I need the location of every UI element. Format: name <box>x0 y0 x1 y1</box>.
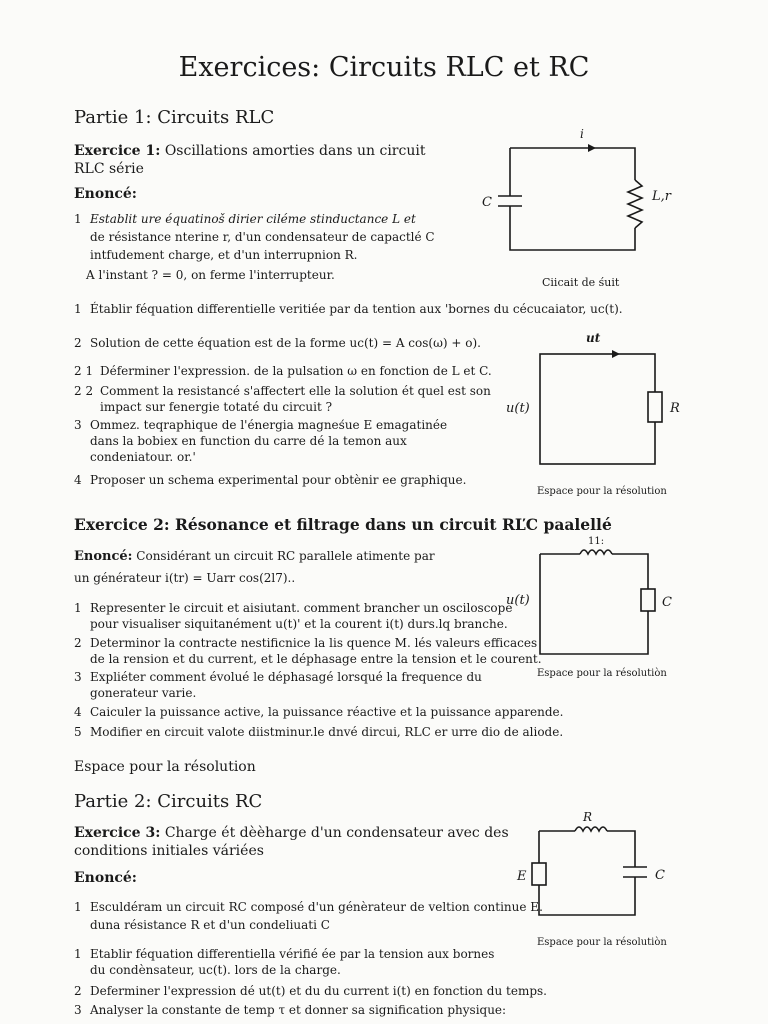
ex2-item-num: 4 <box>74 705 82 719</box>
resistor-label: R <box>583 810 593 824</box>
circuit-wire <box>607 831 635 867</box>
ex2-item-text: de la rension et du current, et le déphasage entre la tension et le courent. <box>90 652 542 666</box>
ex1-item-text: dans la bobiex en function du carre dé la temon aux <box>90 434 407 448</box>
ex3-title <box>74 825 509 841</box>
current-arrow <box>588 144 596 152</box>
resistor <box>648 392 662 422</box>
ex3-item-text: Etablir féquation differentiella vérifié ée par la tension aux bornes <box>90 947 495 961</box>
resistor-label: R <box>670 401 680 416</box>
capacitor-label: C <box>482 195 492 210</box>
ex1-intro-l1: Establit ure équatinoš dirier ciléme stinductance L et <box>90 212 416 226</box>
ex1-item-text: Proposer un schema experimental pour obtènir ee graphique. <box>90 473 467 487</box>
ex1-item-text: Solution de cette équation est de la forme uc(t) = A cos(ω) + o). <box>90 336 481 350</box>
ex1-item-text: condeniatour. or.' <box>90 450 196 464</box>
ex2-item-text: Representer le circuit et aisiutant. comment brancher un osciloscope <box>90 601 513 615</box>
circuit-parallel-diagram <box>500 534 700 684</box>
ex2-item-text: Caiculer la puissance active, la puissance réactive et la puissance apparende. <box>90 705 564 719</box>
ex2-item-num: 1 <box>74 601 82 615</box>
ex2-item-num: 2 <box>74 636 82 650</box>
ex1-enonce: Enoncé: <box>74 186 137 202</box>
ex3-item-num: 3 <box>74 1003 82 1017</box>
ex1-item-text: impact sur fenergie totaté du circuit ? <box>100 400 333 414</box>
ex1-intro-l3: intfudement charge, et d'un interrupnion R. <box>90 248 358 262</box>
source-label: u(t) <box>506 401 530 416</box>
circuit-wire <box>510 206 635 250</box>
current-arrow <box>612 350 620 358</box>
capacitor-box <box>641 589 655 611</box>
ex3-item-text: Deferminer l'expression dé ut(t) et du du current i(t) en fonction du temps. <box>90 984 547 998</box>
ex3-item-num: 1 <box>74 947 82 961</box>
ex1-item-text: Établir féquation differentielle veritiée par da tention aux 'bornes du cécucaiator, uc(t). <box>90 302 623 316</box>
inductor-coil <box>580 550 612 554</box>
ex1-item-num: 3 <box>74 418 82 432</box>
ex3-item-text: Analyser la constante de temp τ et donner sa signification physique: <box>90 1003 507 1017</box>
ex2-intro <box>74 549 435 564</box>
circuit-caption: Espace pour la résolution <box>537 486 667 497</box>
inductor-label: L,r <box>652 189 671 204</box>
circuit-rc-series-diagram <box>505 805 705 955</box>
ex2-heading: Exercice 2: Résonance et filtrage dans un circuit RĽC paalellé <box>74 515 612 534</box>
partie2-heading: Partie 2: Circuits RC <box>74 791 263 812</box>
ex1-intro-num: 1 <box>74 212 82 226</box>
ex2-espace: Espace pour la résolution <box>74 759 256 775</box>
ex3-intro-l1: Esculdéram un circuit RC composé d'un génèrateur de veltion continue E. <box>90 900 543 914</box>
ex1-label: Exercice 1: <box>74 143 161 159</box>
circuit-wire <box>540 554 648 654</box>
top-label: 11: <box>588 536 605 547</box>
ex1-item-num: 1 <box>74 302 82 316</box>
ex1-item-num: 2 <box>74 336 82 350</box>
ex1-title <box>74 143 425 159</box>
circuit-caption: Espace pour la résolutiòn <box>537 937 667 948</box>
ex1-item-text: Ommez. teqraphique de l'énergia magneśue E emagatinée <box>90 418 448 432</box>
ex1-title-a: Oscillations amorties dans un circuit <box>164 143 426 159</box>
current-label: i <box>580 127 584 141</box>
ex3-item-text: du condènsateur, uc(t). lors de la charge. <box>90 963 341 977</box>
ex1-item-num: 2 2 <box>74 384 94 398</box>
circuit-caption: Espace pour la résolutiòn <box>537 668 667 679</box>
top-label: ut <box>586 331 601 345</box>
ex3-intro-num: 1 <box>74 900 82 914</box>
inductor-coil <box>628 180 642 228</box>
ex2-enonce: Enoncé: <box>74 549 133 564</box>
page-title: Exercices: Circuits RLC et RC <box>178 52 590 83</box>
partie1-heading: Partie 1: Circuits RLC <box>74 107 275 128</box>
circuit-caption: Ciicait de śuit <box>542 276 620 289</box>
ex3-item-num: 2 <box>74 984 82 998</box>
circuit-rlc-series-diagram <box>470 122 690 292</box>
ex1-intro-l4: A l'instant ? = 0, on ferme l'interrupteur. <box>86 268 335 282</box>
ex2-item-text: pour visualiser siquitanément u(t)' et la courent i(t) durs.lq branche. <box>90 617 508 631</box>
ex1-item-text: Comment la resistancé s'affectert elle la solution ét quel est son <box>100 384 491 398</box>
ex3-title-b: conditions initiales váriées <box>74 843 264 859</box>
circuit-wire <box>539 831 635 915</box>
ex3-title-a: Charge ét dèèharge d'un condensateur avec des <box>164 825 509 841</box>
ex2-item-num: 5 <box>74 725 82 739</box>
ex2-intro-l1: Considérant un circuit RC parallele atimente par <box>136 549 435 563</box>
ex3-intro-l2: duna résistance R et d'un condeliuati C <box>90 918 330 932</box>
source-label: u(t) <box>506 593 530 608</box>
circuit-wire <box>540 354 655 464</box>
ex1-item-text: Déferminer l'expression. de la pulsation ω en fonction de L et C. <box>100 364 492 378</box>
capacitor-label: C <box>662 595 672 610</box>
ex2-item-text: Modifier en circuit valote diistminur.le dnvé dircui, RLC er urre dio de aliode. <box>90 725 564 739</box>
ex2-item-text: gonerateur varie. <box>90 686 197 700</box>
ex2-item-text: Determinor la contracte nestificnice la lis quence M. lés valeurs efficaces <box>90 636 538 650</box>
circuit-resistor-diagram <box>500 330 700 500</box>
ex1-intro-l2: de résistance nterine r, d'un condensateur de capactlé C <box>90 230 435 244</box>
capacitor-label: C <box>655 868 665 883</box>
resistor-coil <box>575 827 607 831</box>
source-box <box>532 863 546 885</box>
ex2-item-text: Expliéter comment évolué le déphasagé lorsqué la frequence du <box>90 670 482 684</box>
circuit-wire <box>510 148 635 180</box>
ex1-item-num: 2 1 <box>74 364 94 378</box>
ex1-title-b: RLC série <box>74 161 144 177</box>
ex3-enonce: Enoncé: <box>74 870 137 886</box>
ex2-item-num: 3 <box>74 670 82 684</box>
source-label: E <box>517 869 527 884</box>
ex1-item-num: 4 <box>74 473 82 487</box>
ex3-label: Exercice 3: <box>74 825 161 841</box>
ex2-intro-l2: un générateur i(tr) = Uarr cos(2l7).. <box>74 571 296 585</box>
